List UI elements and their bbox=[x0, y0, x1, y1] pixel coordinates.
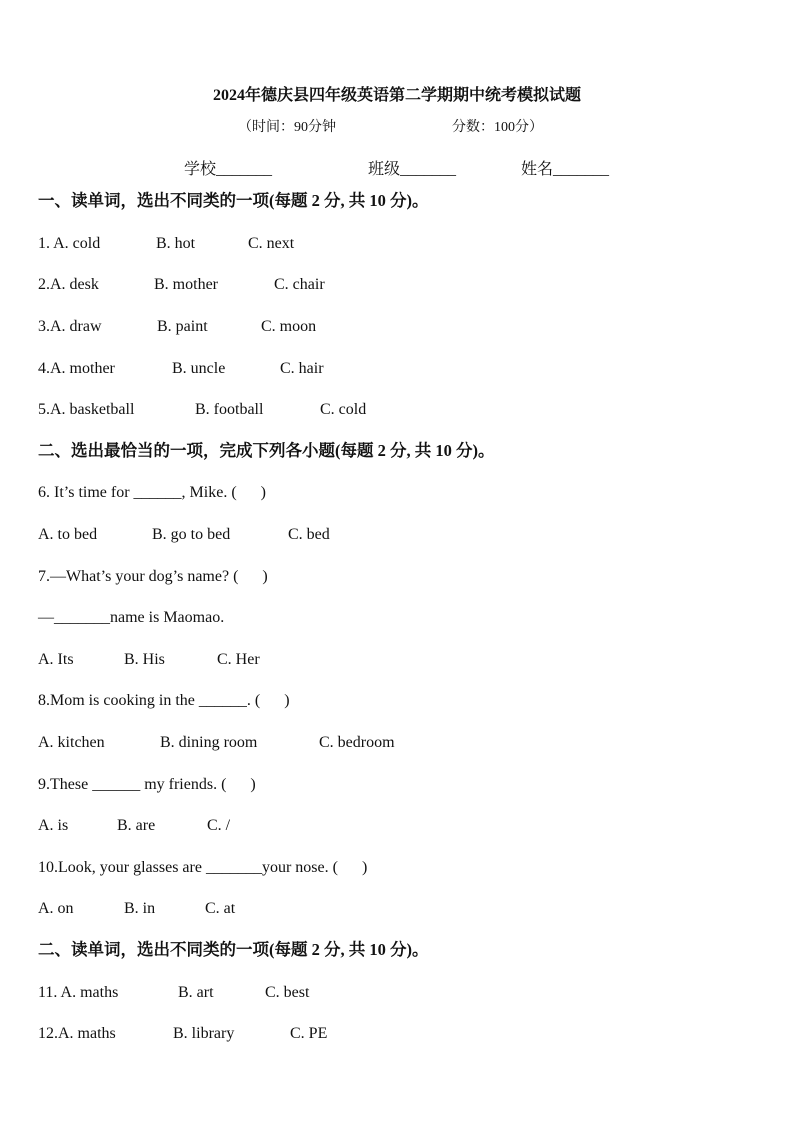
q2-option-b: B. mother bbox=[154, 276, 218, 293]
q11-option-c: C. best bbox=[265, 984, 310, 1001]
q2-option-c: C. chair bbox=[274, 276, 325, 293]
q10-stem: 10.Look, your glasses are _______your nose. ( ) bbox=[38, 859, 368, 876]
q1-option-a: 1. A. cold bbox=[38, 235, 101, 252]
exam-score: 分数：100分） bbox=[452, 120, 543, 135]
q1-option-b: B. hot bbox=[156, 235, 196, 252]
q8-option-c: C. bedroom bbox=[319, 734, 395, 751]
page-title: 2024年德庆县四年级英语第二学期期中统考模拟试题 bbox=[212, 87, 581, 104]
class-field[interactable]: 班级_______ bbox=[368, 161, 457, 178]
q12-option-c: C. PE bbox=[290, 1025, 328, 1042]
q1-option-c: C. next bbox=[248, 235, 295, 252]
q3-option-a: 3.A. draw bbox=[38, 318, 102, 335]
q8-stem: 8.Mom is cooking in the ______. ( ) bbox=[38, 692, 290, 709]
q7-stem: 7.—What’s your dog’s name? ( ) bbox=[38, 568, 268, 585]
q2-option-a: 2.A. desk bbox=[38, 276, 99, 293]
q11-option-b: B. art bbox=[178, 984, 214, 1001]
q10-option-a: A. on bbox=[38, 900, 74, 917]
q8-option-a: A. kitchen bbox=[38, 734, 105, 751]
q6-option-b: B. go to bed bbox=[152, 526, 231, 543]
q6-stem: 6. It’s time for ______, Mike. ( ) bbox=[38, 484, 266, 501]
q8-option-b: B. dining room bbox=[160, 734, 258, 751]
name-field[interactable]: 姓名_______ bbox=[521, 161, 610, 178]
q12-option-a: 12.A. maths bbox=[38, 1025, 116, 1042]
q7-reply: —_______name is Maomao. bbox=[38, 609, 225, 626]
q12-option-b: B. library bbox=[173, 1025, 235, 1042]
q9-option-c: C. / bbox=[207, 817, 231, 834]
q7-option-b: B. His bbox=[124, 651, 165, 668]
q6-option-c: C. bed bbox=[288, 526, 330, 543]
q9-option-b: B. are bbox=[117, 817, 156, 834]
section-heading-3: 二、读单词，选出不同类的一项(每题 2 分, 共 10 分)。 bbox=[38, 940, 429, 959]
q7-option-c: C. Her bbox=[217, 651, 260, 668]
q7-option-a: A. Its bbox=[38, 651, 74, 668]
school-field[interactable]: 学校_______ bbox=[184, 161, 273, 178]
section-heading-1: 一、读单词，选出不同类的一项(每题 2 分, 共 10 分)。 bbox=[38, 191, 429, 210]
q6-option-a: A. to bed bbox=[38, 526, 98, 543]
q10-option-b: B. in bbox=[124, 900, 156, 917]
q11-option-a: 11. A. maths bbox=[38, 984, 119, 1001]
q4-option-b: B. uncle bbox=[172, 360, 226, 377]
q9-stem: 9.These ______ my friends. ( ) bbox=[38, 776, 256, 793]
q3-option-b: B. paint bbox=[157, 318, 208, 335]
q3-option-c: C. moon bbox=[261, 318, 317, 335]
q4-option-a: 4.A. mother bbox=[38, 360, 115, 377]
q10-option-c: C. at bbox=[205, 900, 236, 917]
section-heading-2: 二、选出最恰当的一项，完成下列各小题(每题 2 分, 共 10 分)。 bbox=[38, 441, 495, 460]
q5-option-a: 5.A. basketball bbox=[38, 401, 135, 418]
exam-time: （时间：90分钟 bbox=[238, 120, 336, 135]
q4-option-c: C. hair bbox=[280, 360, 324, 377]
q9-option-a: A. is bbox=[38, 817, 69, 834]
q5-option-b: B. football bbox=[195, 401, 264, 418]
q5-option-c: C. cold bbox=[320, 401, 367, 418]
